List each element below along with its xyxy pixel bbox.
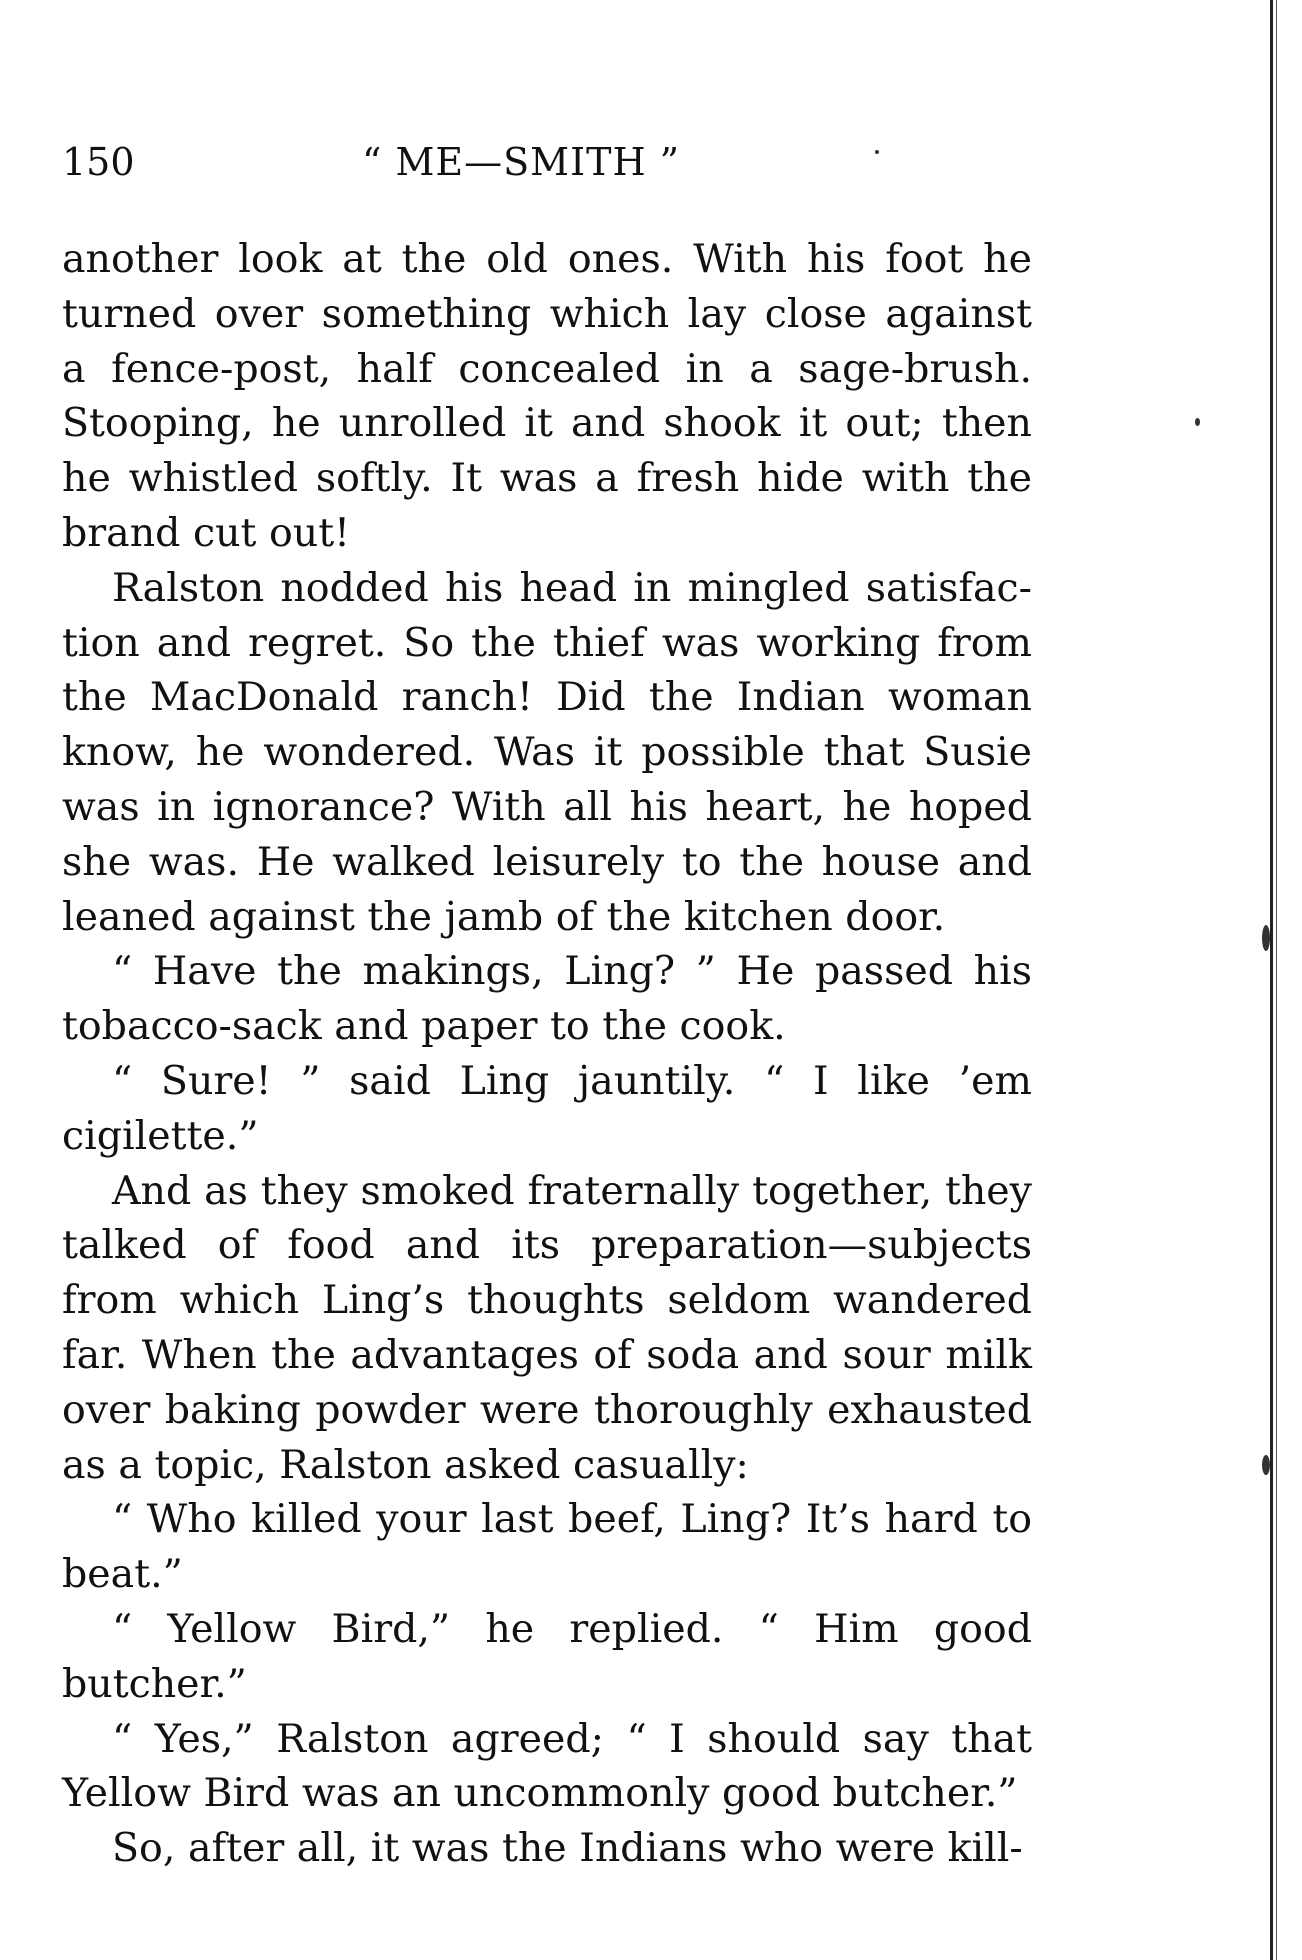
paragraph-4: “ Sure! ” said Ling jauntily. “ I like ’em cigilette.” xyxy=(62,1057,1032,1159)
binding-edge-line xyxy=(1270,0,1273,1960)
body-text xyxy=(62,232,1032,1876)
paragraph-7: “ Yellow Bird,” he replied. “ Him good butcher.” xyxy=(62,1605,1032,1707)
paragraph-2: Ralston nodded his head in mingled satisfaction and regret. So the thief was working from the MacDonald ranch! Did the Indian woman know, he wondered. Was it possible that Susie was in ignorance? With all his heart, he hoped she was. He walked leisurely to the house and leaned against the jamb of the kitchen door. xyxy=(62,564,1032,940)
page-header xyxy=(62,140,1042,192)
paragraph-1: another look at the old ones. With his foot he turned over something which lay close against a fence-post, half concealed in a sage-brush. Stooping, he unrolled it and shook it out; then he whistled softly. It was a fresh hide with the brand cut out! xyxy=(62,236,1032,556)
scan-speck xyxy=(1195,418,1200,426)
binding-edge-shadow xyxy=(1276,0,1277,1960)
page-number: 150 xyxy=(62,140,135,184)
paragraph-9: So, after all, it was the Indians who were kill- xyxy=(112,1825,1023,1872)
scan-speck xyxy=(875,150,879,154)
paragraph-8: “ Yes,” Ralston agreed; “ I should say that Yellow Bird was an uncommonly good butcher.” xyxy=(62,1715,1032,1817)
running-title: “ ME—SMITH ” xyxy=(362,140,681,184)
paragraph-5: And as they smoked fraternally together, they talked of food and its preparation—subjects from which Ling’s thoughts seldom wandered far. When the advantages of soda and sour milk over baking powder were thoroughly exhausted as a topic, Ralston asked casually: xyxy=(62,1167,1032,1488)
paragraph-6: “ Who killed your last beef, Ling? It’s hard to beat.” xyxy=(62,1496,1032,1598)
scan-speck xyxy=(1262,925,1270,951)
scan-speck xyxy=(1262,1455,1270,1475)
paragraph-3: “ Have the makings, Ling? ” He passed his tobacco-sack and paper to the cook. xyxy=(62,948,1032,1050)
